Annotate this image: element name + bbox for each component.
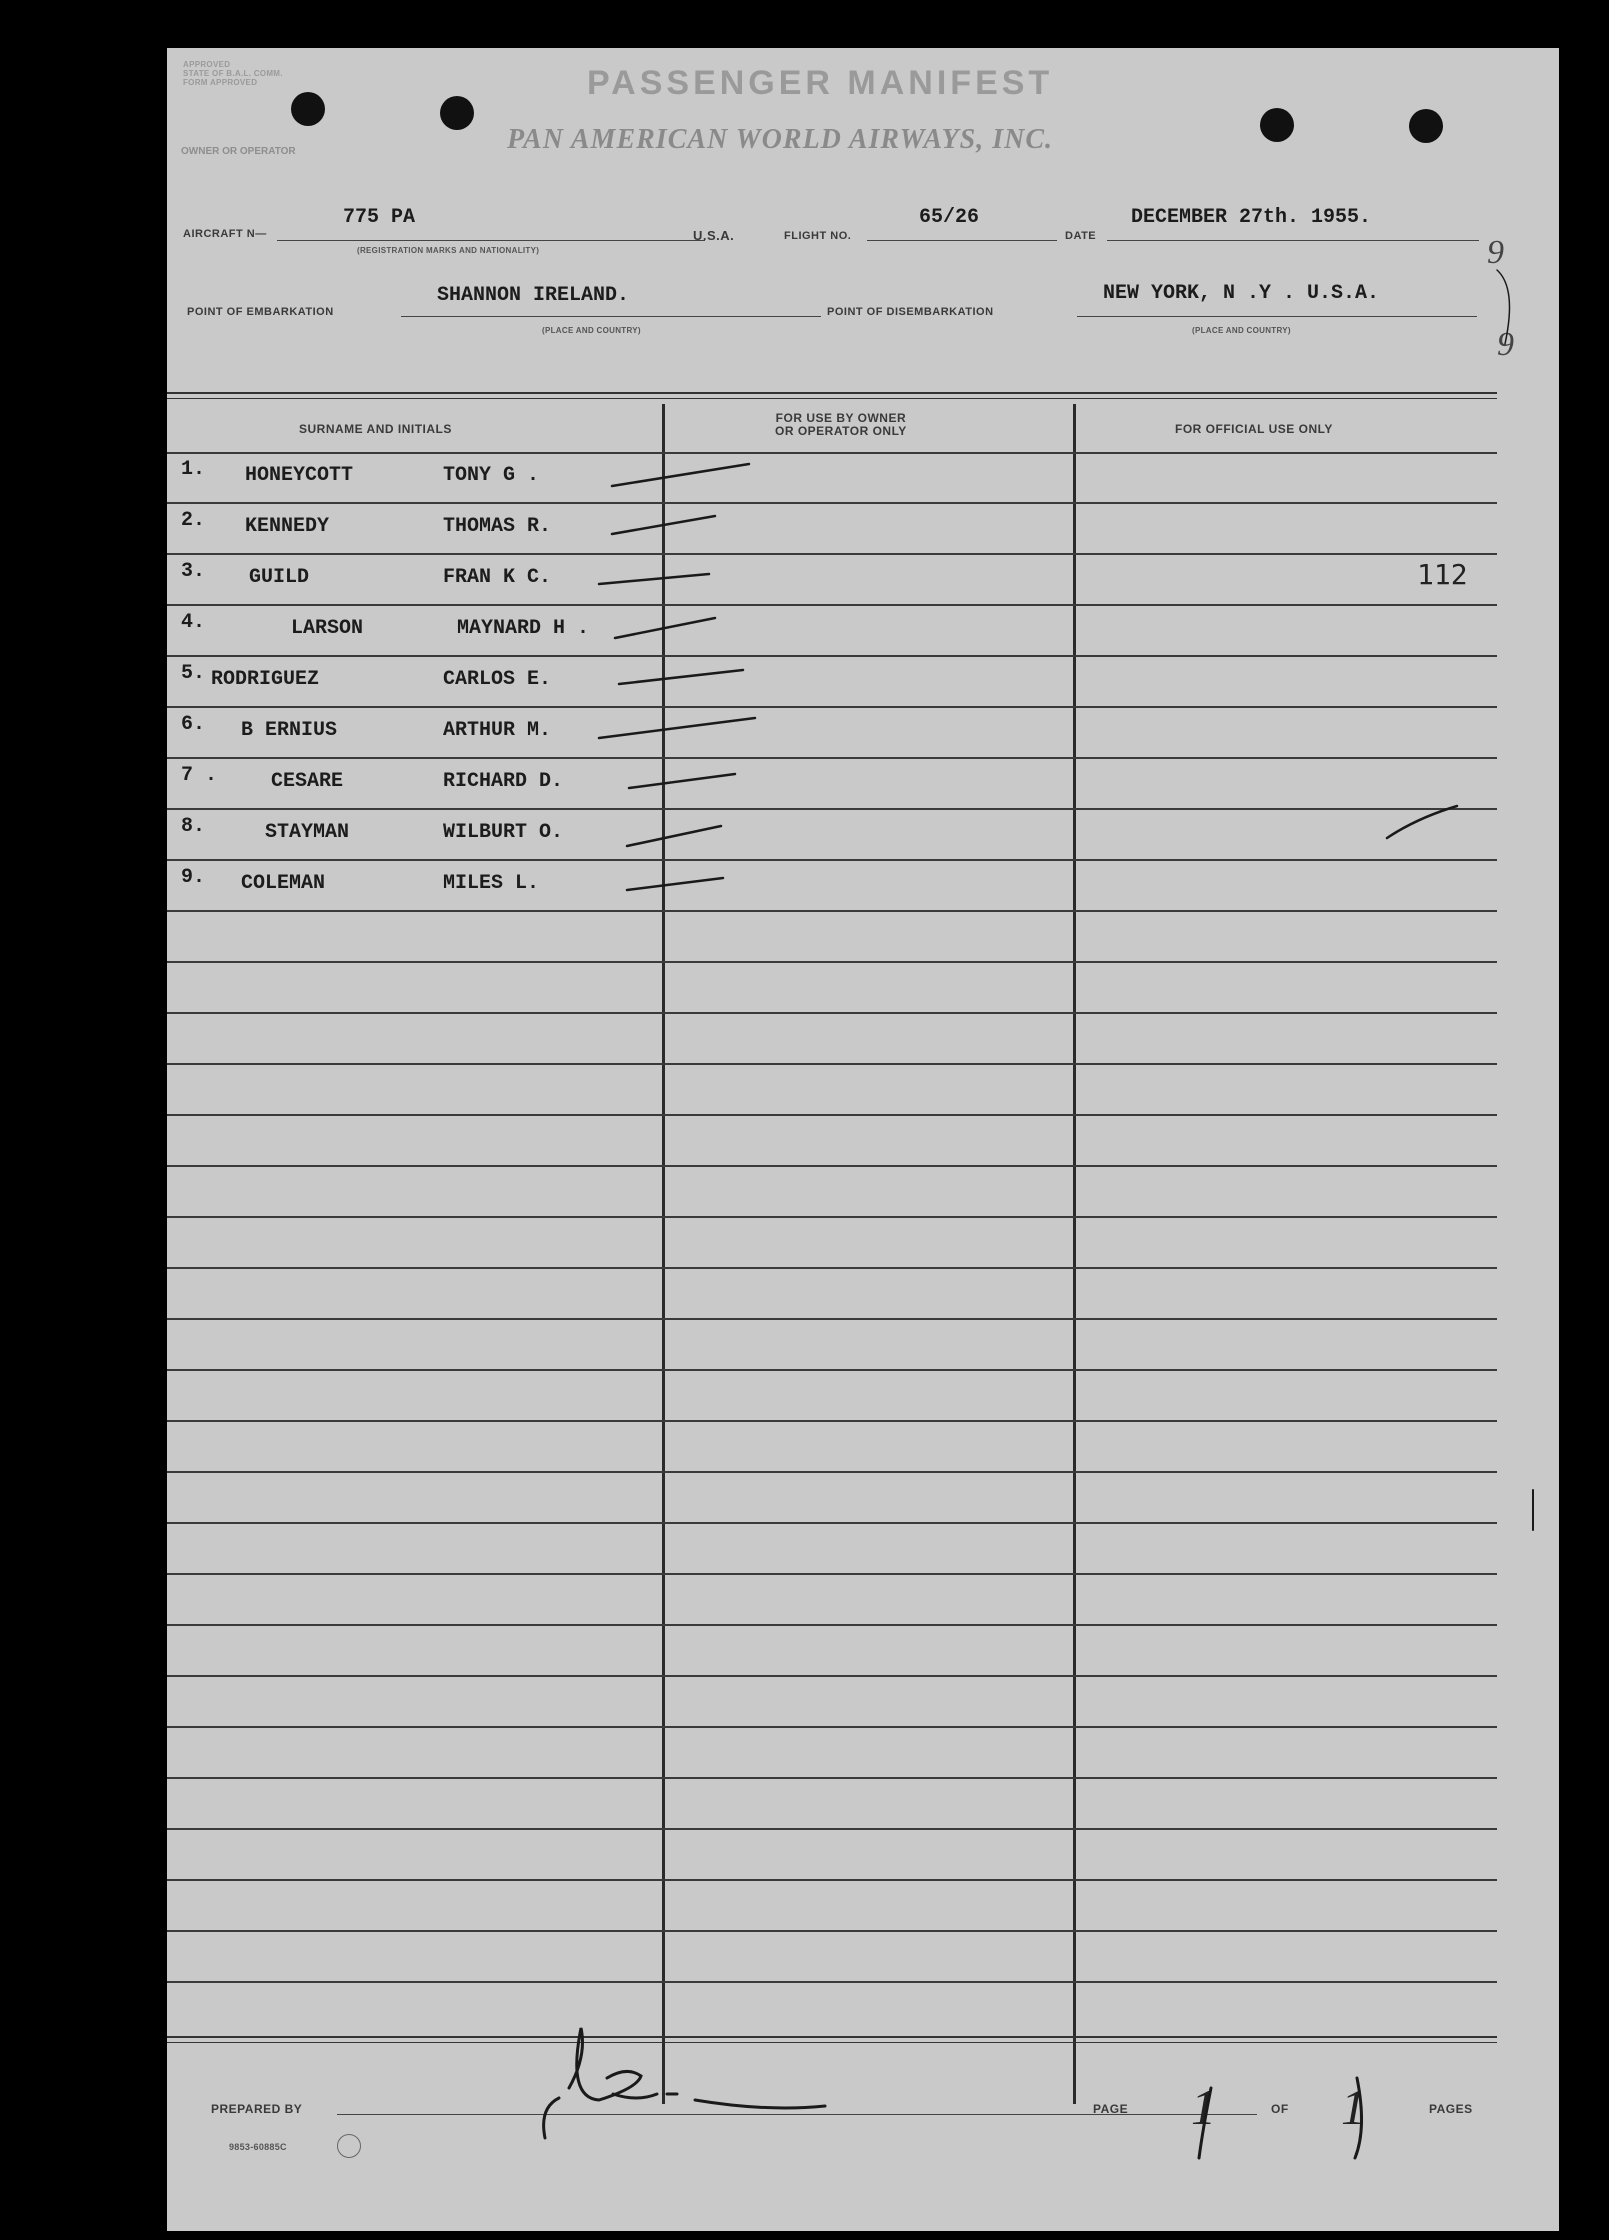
col-header-owner-use: FOR USE BY OWNER OR OPERATOR ONLY (775, 411, 907, 438)
check-mark (629, 774, 735, 788)
signature (544, 2028, 825, 2138)
owner-operator-label: OWNER OR OPERATOR (181, 146, 296, 157)
page-numeral-stroke (1199, 2088, 1211, 2158)
margin-stroke (1497, 270, 1510, 344)
disembarkation-label: POINT OF DISEMBARKATION (827, 306, 994, 318)
passenger-surname: CESARE (271, 770, 344, 793)
passenger-given-initials: MAYNARD H . (457, 617, 590, 640)
passenger-surname: B ERNIUS (241, 719, 338, 742)
embarkation-point: SHANNON IRELAND. (437, 284, 630, 307)
airline-name: PAN AMERICAN WORLD AIRWAYS, INC. (507, 124, 1054, 155)
passenger-number: 5. (181, 662, 206, 685)
passenger-surname: KENNEDY (245, 515, 330, 538)
usa-label: U.S.A. (693, 228, 735, 243)
check-mark (612, 464, 749, 486)
check-mark (599, 574, 709, 584)
check-mark (619, 670, 743, 684)
flight-number-label: FLIGHT NO. (784, 230, 852, 242)
passenger-given-initials: MILES L. (443, 872, 540, 895)
form-number: 9853-60885C (229, 2142, 287, 2152)
passenger-given-initials: RICHARD D. (443, 770, 564, 793)
approval-stamp: APPROVED STATE OF B.A.L. COMM. FORM APPROVED (183, 60, 283, 87)
pages-numeral-stroke (1355, 2078, 1362, 2158)
pages-label: PAGES (1429, 2102, 1473, 2116)
passenger-number: 6. (181, 713, 206, 736)
passenger-surname: HONEYCOTT (245, 464, 354, 487)
disembarkation-caption: (PLACE AND COUNTRY) (1192, 326, 1291, 335)
embarkation-caption: (PLACE AND COUNTRY) (542, 326, 641, 335)
aircraft-registration: 775 PA (343, 206, 416, 229)
passenger-number: 4. (181, 611, 206, 634)
passenger-number: 7 . (181, 764, 218, 787)
passenger-number: 9. (181, 866, 206, 889)
page-label: PAGE (1093, 2102, 1129, 2116)
aircraft-label: AIRCRAFT N— (183, 228, 267, 240)
page-number: 1 (1191, 2079, 1216, 2135)
col-header-official-use: FOR OFFICIAL USE ONLY (1175, 422, 1333, 436)
passenger-number: 8. (181, 815, 206, 838)
passenger-given-initials: TONY G . (443, 464, 540, 487)
check-mark (599, 718, 755, 738)
passenger-given-initials: THOMAS R. (443, 515, 552, 538)
date-label: DATE (1065, 230, 1097, 242)
passenger-surname: STAYMAN (265, 821, 350, 844)
handwritten-marks (167, 48, 1559, 2231)
margin-mark: 9 (1487, 234, 1504, 271)
disembarkation-point: NEW YORK, N .Y . U.S.A. (1103, 282, 1380, 305)
page-title: PASSENGER MANIFEST (587, 64, 1054, 102)
pages-total: 1 (1341, 2079, 1366, 2135)
passenger-surname: GUILD (249, 566, 310, 589)
passenger-given-initials: FRAN K C. (443, 566, 552, 589)
check-mark (615, 618, 715, 638)
passenger-number: 1. (181, 458, 206, 481)
flight-date: DECEMBER 27th. 1955. (1131, 206, 1372, 229)
manifest-sheet (167, 48, 1559, 2231)
check-mark (627, 878, 723, 890)
check-mark (612, 516, 715, 534)
flight-number: 65/26 (919, 206, 980, 229)
col-header-surname: SURNAME AND INITIALS (299, 422, 452, 436)
passenger-surname: LARSON (291, 617, 364, 640)
of-label: OF (1271, 2102, 1289, 2116)
check-mark (1387, 806, 1457, 838)
aircraft-caption: (REGISTRATION MARKS AND NATIONALITY) (357, 246, 540, 255)
check-mark (627, 826, 721, 846)
embarkation-label: POINT OF EMBARKATION (187, 306, 334, 318)
passenger-given-initials: ARTHUR M. (443, 719, 552, 742)
passenger-given-initials: WILBURT O. (443, 821, 564, 844)
prepared-by-label: PREPARED BY (211, 2102, 303, 2116)
passenger-surname: COLEMAN (241, 872, 326, 895)
official-use-value: 112 (1417, 558, 1468, 591)
passenger-number: 3. (181, 560, 206, 583)
margin-mark: 9 (1497, 326, 1514, 363)
passenger-surname: RODRIGUEZ (211, 668, 320, 691)
passenger-number: 2. (181, 509, 206, 532)
passenger-given-initials: CARLOS E. (443, 668, 552, 691)
